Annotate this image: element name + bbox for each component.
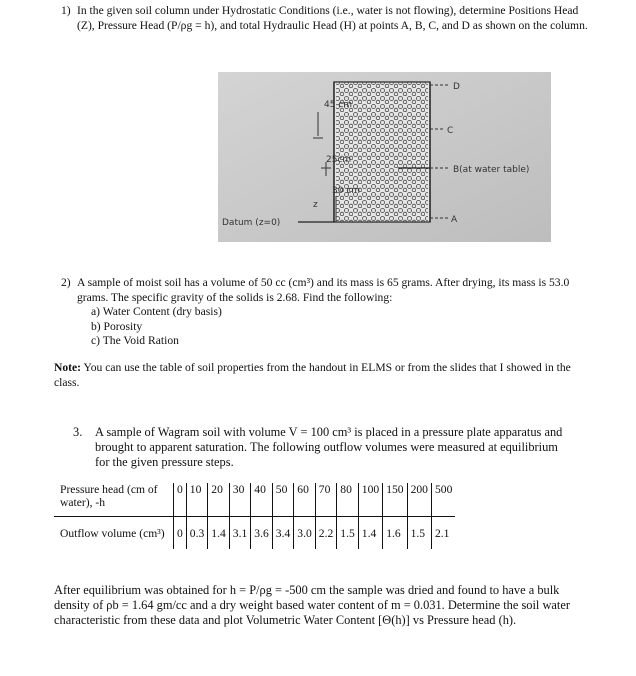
question-3 bbox=[73, 425, 565, 470]
table-cell: 3.1 bbox=[229, 517, 251, 550]
table-cell: 0.3 bbox=[186, 517, 208, 550]
note-label: Note: bbox=[54, 361, 82, 374]
table-cell: 40 bbox=[251, 483, 273, 517]
table-row-pressure bbox=[54, 483, 455, 517]
table-cell: 1.6 bbox=[383, 517, 407, 550]
question-2-item-a: a) Water Content (dry basis) bbox=[91, 305, 222, 319]
label-c: C bbox=[447, 126, 454, 136]
table-cell: 1.4 bbox=[208, 517, 230, 550]
table-cell: 80 bbox=[337, 483, 359, 517]
note-text: You can use the table of soil properties from the handout in ELMS or from the slides that I showed in the class. bbox=[54, 361, 571, 389]
table-cell: 1.5 bbox=[407, 517, 431, 550]
question-3-number: 3. bbox=[73, 425, 83, 439]
row-label-pressure: Pressure head (cm of water), -h bbox=[60, 483, 158, 509]
label-z: z bbox=[313, 200, 318, 210]
table-cell: 50 bbox=[272, 483, 294, 517]
table-cell: 200 bbox=[407, 483, 431, 517]
table-cell: 2.1 bbox=[431, 517, 455, 550]
table-cell: 0 bbox=[174, 483, 187, 517]
question-3-text: A sample of Wagram soil with volume V = 100 cm³ is placed in a pressure plate apparatus and brought to apparent saturation. The following outflow volumes were measured at equilibrium for the given pressure steps. bbox=[95, 425, 563, 469]
after-paragraph: After equilibrium was obtained for h = P/ρg = -500 cm the sample was dried and found to have a bulk density of ρb = 1.64 gm/cc and a dry weight based water content of m = 0.031. Determine the soil water characteristic from these data and plot Volumetric Water Content [Θ(h)] vs Pressure head (h). bbox=[54, 583, 570, 627]
label-d: D bbox=[453, 82, 460, 92]
table-cell: 10 bbox=[186, 483, 208, 517]
table-row-outflow bbox=[54, 517, 455, 550]
table-cell: 60 bbox=[294, 483, 316, 517]
label-datum: Datum (z=0) bbox=[222, 218, 281, 228]
row-label-outflow: Outflow volume (cm³) bbox=[54, 517, 174, 550]
question-1 bbox=[61, 4, 597, 33]
table-cell: 150 bbox=[383, 483, 407, 517]
question-1-number: 1) bbox=[61, 4, 71, 17]
table-cell: 30 bbox=[229, 483, 251, 517]
table-cell: 0 bbox=[174, 517, 187, 550]
table-cell: 500 bbox=[431, 483, 455, 517]
table-cell: 1.4 bbox=[358, 517, 382, 550]
question-2-number: 2) bbox=[61, 276, 71, 289]
table-cell: 1.5 bbox=[337, 517, 359, 550]
table-cell: 20 bbox=[208, 483, 230, 517]
table-cell: 100 bbox=[358, 483, 382, 517]
label-45cm: 45 cm bbox=[324, 100, 353, 110]
question-2 bbox=[61, 276, 597, 349]
table-cell: 3.0 bbox=[294, 517, 316, 550]
table-cell: 3.4 bbox=[272, 517, 294, 550]
question-2-text: A sample of moist soil has a volume of 50 cc (cm³) and its mass is 65 grams. After drying, its mass is 53.0 grams. The specific gravity of the solids is 2.68. Find the following: bbox=[77, 276, 570, 304]
label-25cm: 25cm bbox=[326, 155, 352, 165]
soil-column-photo bbox=[218, 72, 551, 242]
table-cell: 70 bbox=[315, 483, 337, 517]
question-1-text: In the given soil column under Hydrostatic Conditions (i.e., water is not flowing), determine Positions Head (Z), Pressure Head (P/ρg = h), and total Hydraulic Head (H) at points A, B, C, and D as shown on the column. bbox=[77, 4, 588, 32]
soil-column-sketch bbox=[218, 72, 551, 242]
label-b: B(at water table) bbox=[453, 165, 530, 175]
pressure-outflow-table bbox=[54, 483, 455, 549]
label-30cm: 30 cm bbox=[332, 186, 361, 196]
note bbox=[54, 361, 594, 390]
question-2-item-b: b) Porosity bbox=[91, 319, 143, 333]
label-a: A bbox=[451, 215, 458, 225]
question-2-item-c: c) The Void Ration bbox=[91, 334, 179, 348]
table-cell: 2.2 bbox=[315, 517, 337, 550]
table-cell: 3.6 bbox=[251, 517, 273, 550]
